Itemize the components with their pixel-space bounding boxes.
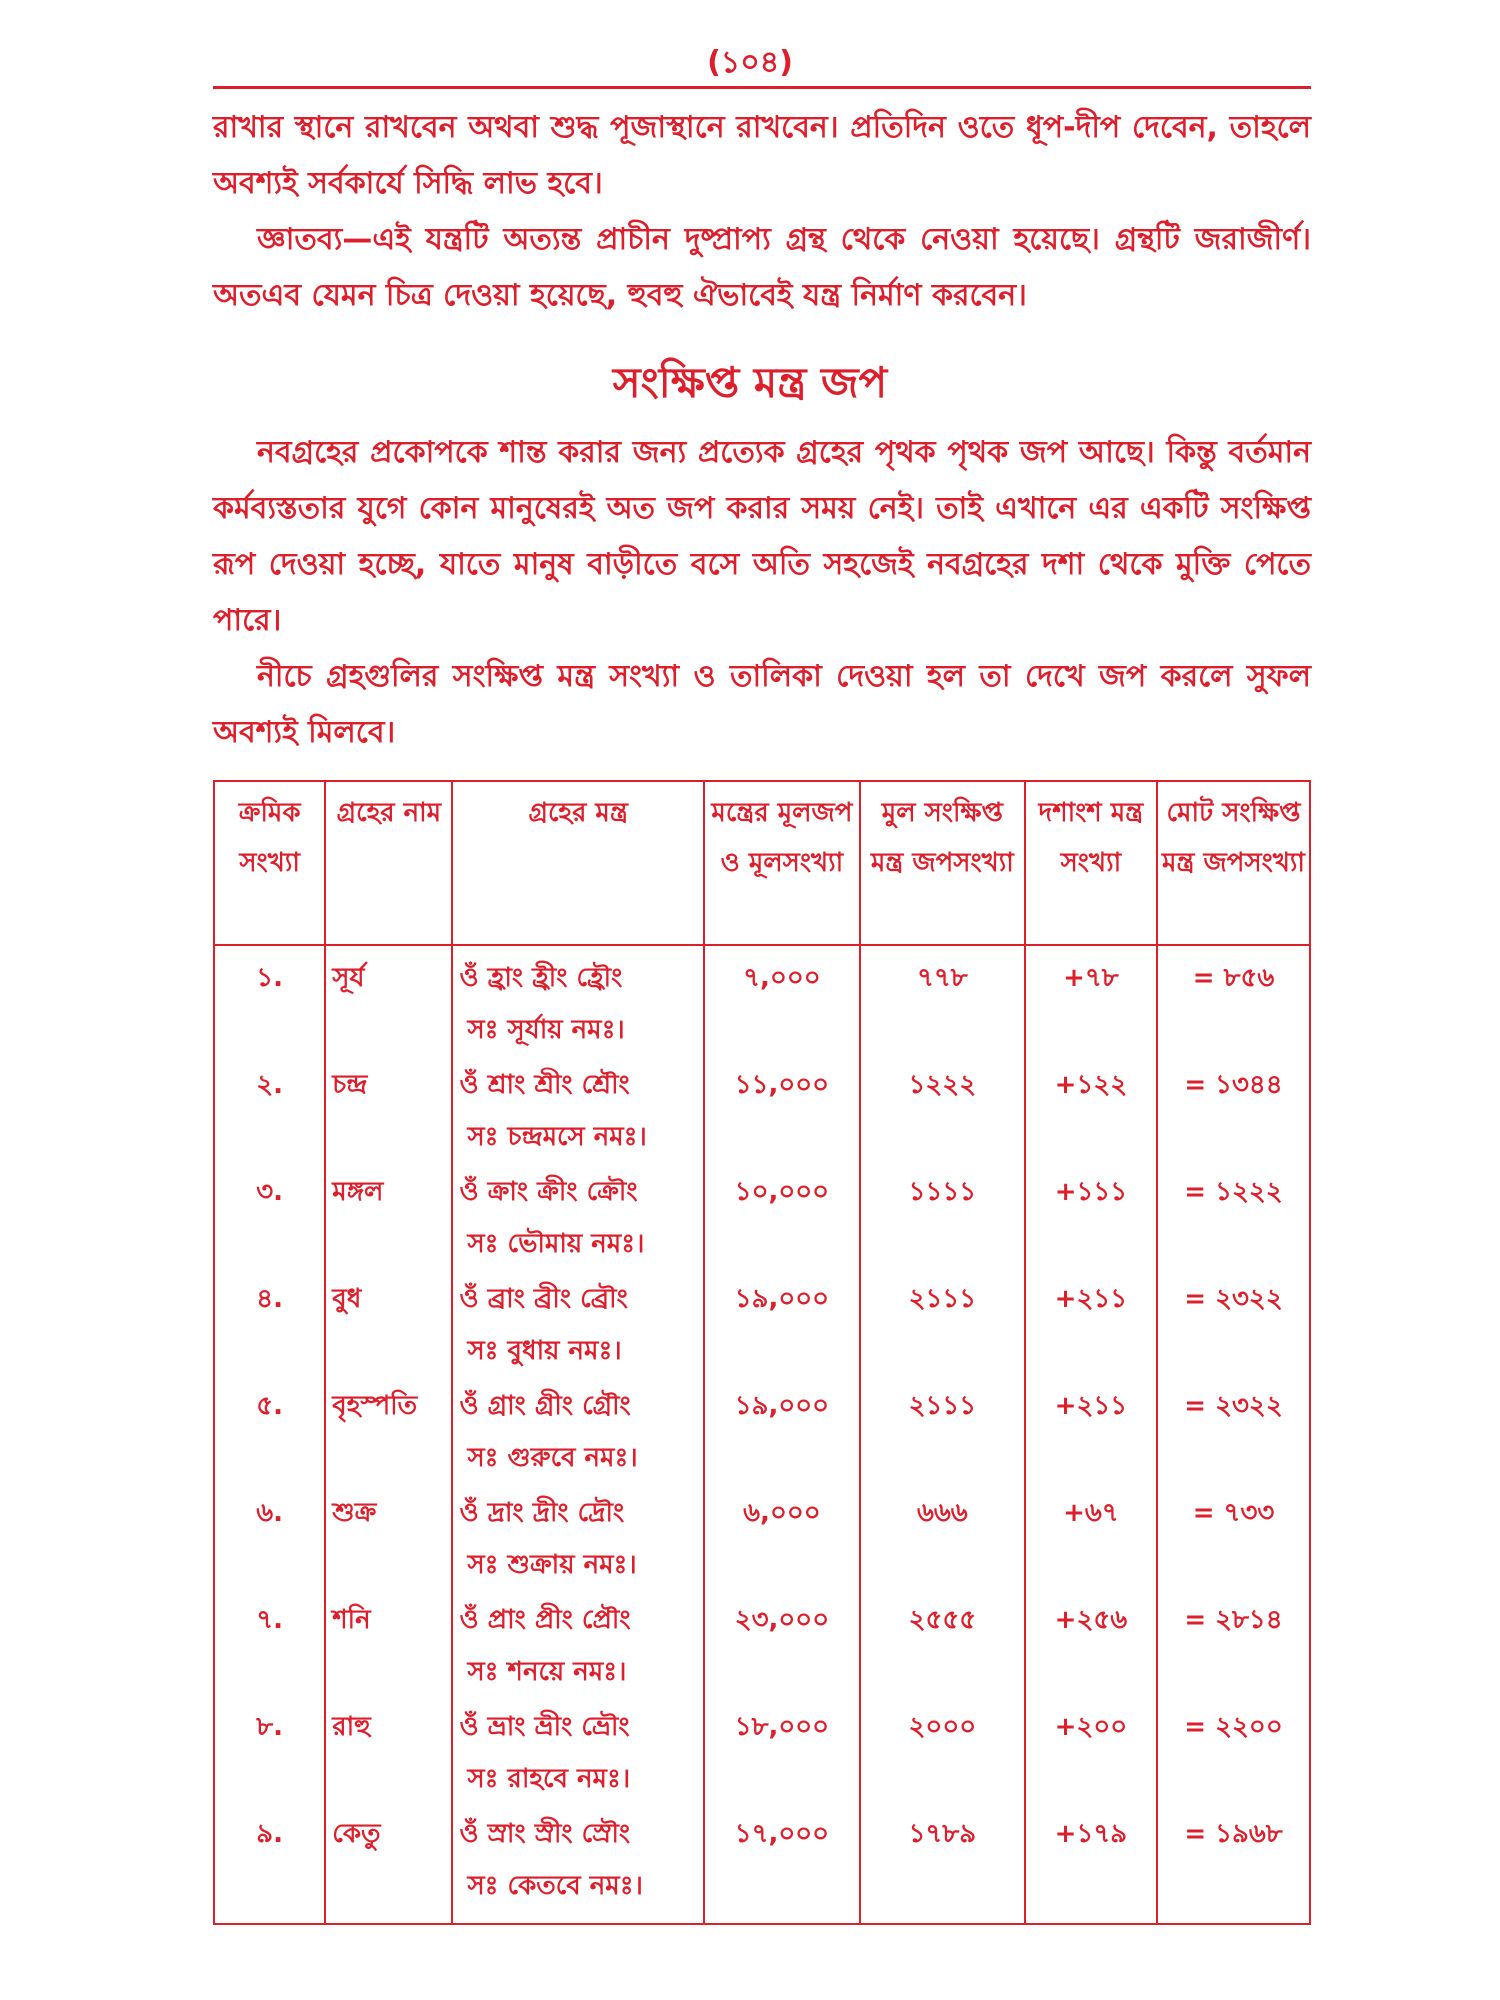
mantra-line-2: সঃ সূর্যায় নমঃ।: [467, 1015, 625, 1045]
cell-mantra: [452, 945, 703, 1059]
mantra-line-1: ওঁ প্রাং প্রীং প্রৌং: [459, 1605, 631, 1635]
mantra-line-1: ওঁ ক্রাং ক্রীং ক্রৌং: [459, 1177, 638, 1207]
cell-original-count: ১০,০০০: [704, 1166, 860, 1273]
continuation-paragraph: রাখার স্থানে রাখবেন অথবা শুদ্ধ পূজাস্থানে রাখবেন। প্রতিদিন ওতে ধূপ-দীপ দেবেন, তাহলে অবশ্যই সর্বকার্যে সিদ্ধি লাভ হবে।: [213, 110, 1311, 201]
mantra-line-1: ওঁ শ্রাং শ্রীং শ্রৌং: [459, 1070, 630, 1100]
cell-original-count: ৬,০০০: [704, 1487, 860, 1594]
intro-paragraph: নবগ্রহের প্রকোপকে শান্ত করার জন্য প্রত্যেক গ্রহের পৃথক পৃথক জপ আছে। কিন্তু বর্তমান কর্মব্যস্ততার যুগে কোন মানুষেরই অত জপ করার সময় নেই। তাই এখানে এর একটি সংক্ষিপ্ত রূপ দেওয়া হচ্ছে, যাতে মানুষ বাড়ীতে বসে অতি সহজেই নবগ্রহের দশা থেকে মুক্তি পেতে পারে।: [213, 435, 1311, 638]
cell-short-count: ১১১১: [860, 1166, 1025, 1273]
cell-original-count: ৭,০০০: [704, 945, 860, 1059]
cell-original-count: ১৭,০০০: [704, 1808, 860, 1924]
cell-serial: ৫.: [214, 1380, 325, 1487]
cell-planet-name: শনি: [325, 1594, 452, 1701]
cell-original-count: ১৮,০০০: [704, 1701, 860, 1808]
mantra-line-2: সঃ ভৌমায় নমঃ।: [467, 1229, 645, 1259]
table-row: [214, 1166, 1310, 1273]
cell-mantra: [452, 1380, 703, 1487]
header-rule: [213, 86, 1311, 89]
mantra-line-2: সঃ কেতবে নমঃ।: [467, 1871, 643, 1901]
cell-planet-name: সূর্য: [325, 945, 452, 1059]
cell-serial: ৩.: [214, 1166, 325, 1273]
note-paragraph: জ্ঞাতব্য—এই যন্ত্রটি অত্যন্ত প্রাচীন দুষ্প্রাপ্য গ্রন্থ থেকে নেওয়া হয়েছে। গ্রন্থটি জরাজীর্ণ। অতএব যেমন চিত্র দেওয়া হয়েছে, হুবহু ঐভাবেই যন্ত্র নির্মাণ করবেন।: [213, 222, 1311, 313]
cell-tenth-count: +২১১: [1025, 1273, 1157, 1380]
cell-mantra: [452, 1166, 703, 1273]
mantra-line-1: ওঁ স্রাং স্রীং স্রৌং: [459, 1819, 631, 1849]
cell-tenth-count: +২৫৬: [1025, 1594, 1157, 1701]
cell-total-count: = ২৩২২: [1157, 1273, 1310, 1380]
header-total-count: মোট সংক্ষিপ্ত মন্ত্র জপসংখ্যা: [1157, 781, 1310, 945]
table-header-row: [214, 781, 1310, 945]
cell-total-count: = ৭৩৩: [1157, 1487, 1310, 1594]
cell-total-count: = ২২০০: [1157, 1701, 1310, 1808]
cell-planet-name: কেতু: [325, 1808, 452, 1924]
cell-total-count: = ২৮১৪: [1157, 1594, 1310, 1701]
table-row: [214, 1273, 1310, 1380]
mantra-line-1: ওঁ ব্রাং ব্রীং ব্রৌং: [459, 1284, 628, 1314]
cell-mantra: [452, 1059, 703, 1166]
mantra-line-1: ওঁ দ্রাং দ্রীং দ্রৌং: [459, 1498, 625, 1528]
cell-planet-name: চন্দ্র: [325, 1059, 452, 1166]
cell-planet-name: বুধ: [325, 1273, 452, 1380]
cell-tenth-count: +২০০: [1025, 1701, 1157, 1808]
cell-mantra: [452, 1273, 703, 1380]
header-short-count: মুল সংক্ষিপ্ত মন্ত্র জপসংখ্যা: [860, 781, 1025, 945]
cell-short-count: ১২২২: [860, 1059, 1025, 1166]
cell-mantra: [452, 1487, 703, 1594]
mantra-line-2: সঃ চন্দ্রমসে নমঃ।: [467, 1122, 647, 1152]
mantra-line-2: সঃ শুক্রায় নমঃ।: [467, 1550, 637, 1580]
page-number: (১০৪): [707, 45, 793, 80]
cell-serial: ৭.: [214, 1594, 325, 1701]
body-text-block: [213, 425, 1311, 761]
cell-total-count: = ১৯৬৮: [1157, 1808, 1310, 1924]
top-text-block: [213, 100, 1311, 324]
cell-total-count: = ২৩২২: [1157, 1380, 1310, 1487]
mantra-line-1: ওঁ গ্রাং গ্রীং গ্রৌং: [459, 1391, 631, 1421]
cell-serial: ২.: [214, 1059, 325, 1166]
mantra-line-1: ওঁ হ্রাং হ্রীং হ্রৌং: [459, 963, 623, 993]
mantra-line-2: সঃ শনয়ে নমঃ।: [467, 1657, 627, 1687]
table-intro-paragraph: নীচে গ্রহগুলির সংক্ষিপ্ত মন্ত্র সংখ্যা ও তালিকা দেওয়া হল তা দেখে জপ করলে সুফল অবশ্যই মিলবে।: [213, 659, 1311, 750]
table-row: [214, 1808, 1310, 1924]
section-title: সংক্ষিপ্ত মন্ত্র জপ: [612, 358, 888, 407]
mantra-table: [213, 780, 1311, 1925]
cell-short-count: ২০০০: [860, 1701, 1025, 1808]
table-row: [214, 1059, 1310, 1166]
cell-serial: ১.: [214, 945, 325, 1059]
cell-original-count: ২৩,০০০: [704, 1594, 860, 1701]
cell-original-count: ১১,০০০: [704, 1059, 860, 1166]
cell-short-count: ২১১১: [860, 1380, 1025, 1487]
table-row: [214, 1380, 1310, 1487]
mantra-line-1: ওঁ ভ্রাং ভ্রীং ভ্রৌং: [459, 1712, 630, 1742]
cell-total-count: = ৮৫৬: [1157, 945, 1310, 1059]
header-serial: ক্রমিক সংখ্যা: [214, 781, 325, 945]
cell-mantra: [452, 1701, 703, 1808]
cell-planet-name: বৃহস্পতি: [325, 1380, 452, 1487]
cell-serial: ৬.: [214, 1487, 325, 1594]
cell-short-count: ১৭৮৯: [860, 1808, 1025, 1924]
mantra-line-2: সঃ রাহবে নমঃ।: [467, 1764, 631, 1794]
header-planet-mantra: গ্রহের মন্ত্র: [452, 781, 703, 945]
table-row: [214, 1487, 1310, 1594]
cell-short-count: ৬৬৬: [860, 1487, 1025, 1594]
header-original-count: মন্ত্রের মূলজপ ও মূলসংখ্যা: [704, 781, 860, 945]
cell-serial: ৪.: [214, 1273, 325, 1380]
cell-tenth-count: +১১১: [1025, 1166, 1157, 1273]
cell-serial: ৯.: [214, 1808, 325, 1924]
cell-mantra: [452, 1594, 703, 1701]
cell-short-count: ২১১১: [860, 1273, 1025, 1380]
header-planet-name: গ্রহের নাম: [325, 781, 452, 945]
cell-serial: ৮.: [214, 1701, 325, 1808]
cell-mantra: [452, 1808, 703, 1924]
header-tenth-count: দশাংশ মন্ত্র সংখ্যা: [1025, 781, 1157, 945]
cell-tenth-count: +৬৭: [1025, 1487, 1157, 1594]
cell-original-count: ১৯,০০০: [704, 1273, 860, 1380]
table-row: [214, 1594, 1310, 1701]
table-row: [214, 1701, 1310, 1808]
cell-planet-name: রাহু: [325, 1701, 452, 1808]
mantra-line-2: সঃ গুরুবে নমঃ।: [467, 1443, 638, 1473]
cell-planet-name: মঙ্গল: [325, 1166, 452, 1273]
cell-total-count: = ১২২২: [1157, 1166, 1310, 1273]
mantra-line-2: সঃ বুধায় নমঃ।: [467, 1336, 622, 1366]
cell-planet-name: শুক্র: [325, 1487, 452, 1594]
cell-short-count: ৭৭৮: [860, 945, 1025, 1059]
cell-tenth-count: +১৭৯: [1025, 1808, 1157, 1924]
cell-tenth-count: +৭৮: [1025, 945, 1157, 1059]
cell-short-count: ২৫৫৫: [860, 1594, 1025, 1701]
cell-total-count: = ১৩৪৪: [1157, 1059, 1310, 1166]
cell-tenth-count: +২১১: [1025, 1380, 1157, 1487]
cell-tenth-count: +১২২: [1025, 1059, 1157, 1166]
cell-original-count: ১৯,০০০: [704, 1380, 860, 1487]
table-row: [214, 945, 1310, 1059]
